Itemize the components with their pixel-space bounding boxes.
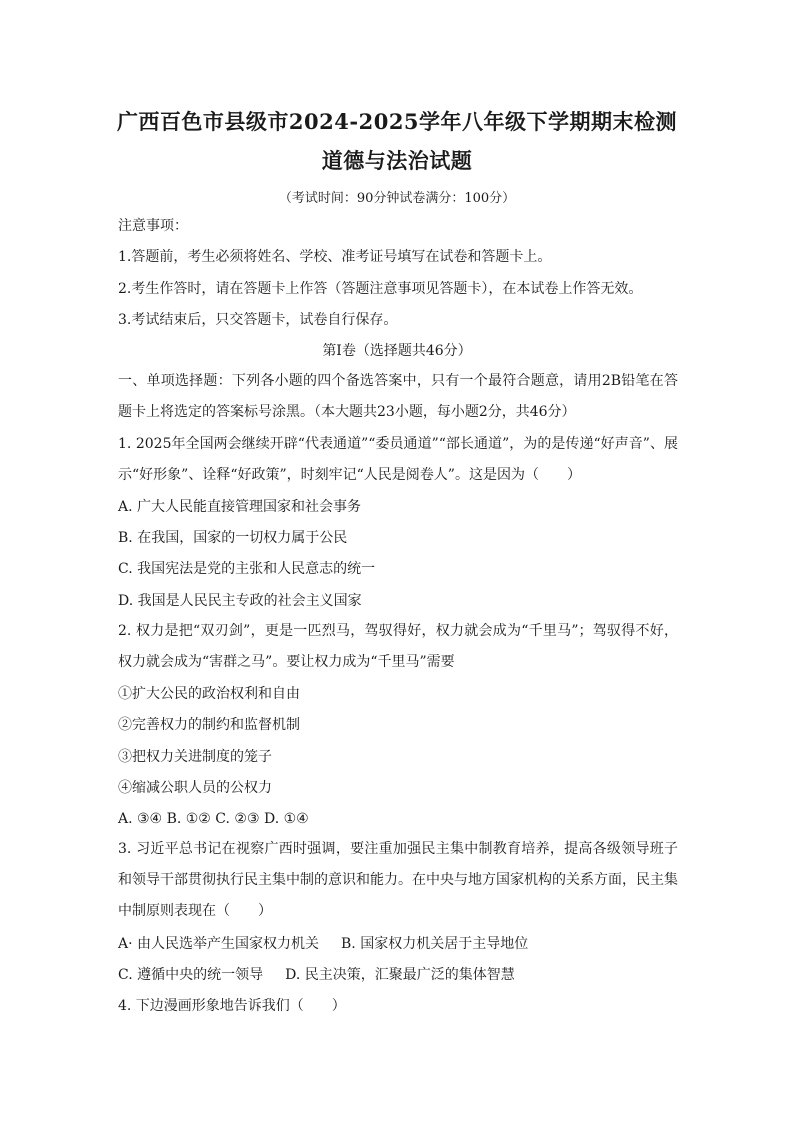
question-3-option-d: D. 民主决策，汇聚最广泛的集体智慧 [285,967,515,983]
question-3-option-a: A· 由人民选举产生国家权力机关 [118,936,320,952]
question-1-stem: 1. 2025年全国两会继续开辟“代表通道”“委员通道”“部长通道”，为的是传递“好声音”、展示“好形象”、诠释“好政策”，时刻牢记“人民是阅卷人”。这是因为（ ） [118,436,678,483]
question-2-statement: ①扩大公民的政治权利和自由 [118,686,300,702]
notice-item: 1.答题前，考生必须将姓名、学校、准考证号填写在试卷和答题卡上。 [118,249,552,265]
question-1-option-d: D. 我国是人民民主专政的社会主义国家 [118,593,362,609]
question-2-options: A. ③④ B. ①② C. ②③ D. ①④ [118,811,309,827]
question-1-option-a: A. 广大人民能直接管理国家和社会事务 [118,499,362,515]
part1-heading: 第Ⅰ卷（选择题共46分） [322,343,472,359]
question-2-stem: 2. 权力是把“双刃剑”，更是一匹烈马，驾驭得好，权力就会成为“千里马”；驾驭得不好，权力就会成为“害群之马”。要让权力成为“千里马”需要 [118,623,678,670]
question-3-option-b: B. 国家权力机关居于主导地位 [341,936,529,952]
exam-title: 广西百色市县级市2024-2025学年八年级下学期期末检测 [116,109,678,134]
exam-subject-title: 道德与法治试题 [321,148,473,173]
section-instructions: 一、单项选择题：下列各小题的四个备选答案中，只有一个最符合题意，请用2B铅笔在答题卡上将选定的答案标号涂黑。（本大题共23小题，每小题2分，共46分） [118,373,678,420]
question-3-options-row [118,965,678,985]
question-4-stem: 4. 下边漫画形象地告诉我们（ ） [118,998,346,1014]
question-3-option-c: C. 遵循中央的统一领导 [118,967,264,983]
question-3-options-row [118,934,678,954]
question-1-option-b: B. 在我国，国家的一切权力属于公民 [118,530,348,546]
question-2-statement: ②完善权力的制约和监督机制 [118,717,300,733]
question-2-statement: ③把权力关进制度的笼子 [118,749,272,765]
exam-info: （考试时间：90分钟试卷满分：100分） [278,191,516,206]
notice-item: 2.考生作答时，请在答题卡上作答（答题注意事项见答题卡），在本试卷上作答无效。 [118,281,643,297]
notice-item: 3.考试结束后，只交答题卡，试卷自行保存。 [118,312,398,328]
notice-heading: 注意事项： [118,218,188,234]
question-3-stem: 3. 习近平总书记在视察广西时强调，要注重加强民主集中制教育培养，提高各级领导班子和领导干部贯彻执行民主集中制的意识和能力。在中央与地方国家机构的关系方面，民主集中制原则表现在（ ） [118,841,678,919]
question-1-option-c: C. 我国宪法是党的主张和人民意志的统一 [118,561,376,577]
question-2-statement: ④缩减公职人员的公权力 [118,780,272,796]
